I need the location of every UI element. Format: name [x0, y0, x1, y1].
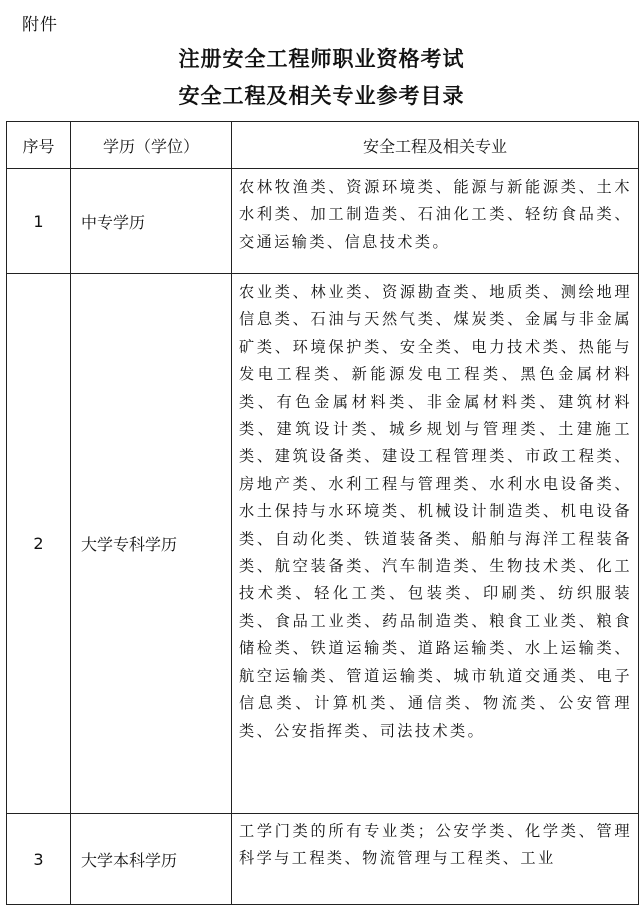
row-index: 1 — [7, 169, 71, 274]
attachment-label: 附件 — [22, 15, 58, 35]
majors-table — [6, 121, 639, 905]
document-title-line2: 安全工程及相关专业参考目录 — [178, 84, 465, 108]
row-index: 3 — [7, 814, 71, 905]
row-majors: 农林牧渔类、资源环境类、能源与新能源类、土木水利类、加工制造类、石油化工类、轻纺食品类、交通运输类、信息技术类。 — [232, 169, 639, 274]
row-majors: 农业类、林业类、资源勘查类、地质类、测绘地理信息类、石油与天然气类、煤炭类、金属与非金属矿类、环境保护类、安全类、电力技术类、热能与发电工程类、新能源发电工程类、黑色金属材料类、有色金属材料类、非金属材料类、建筑材料类、建筑设计类、城乡规划与管理类、土建施工类、建筑设备类、建设工程管理类、市政工程类、房地产类、水利工程与管理类、水利水电设备类、水土保持与水环境类、机械设计制造类、机电设备类、自动化类、铁道装备类、船舶与海洋工程装备类、航空装备类、汽车制造类、生物技术类、化工技术类、轻化工类、包装类、印刷类、纺织服装类、食品工业类、药品制造类、粮食工业类、粮食储检类、铁道运输类、道路运输类、水上运输类、航空运输类、管道运输类、城市轨道交通类、电子信息类、计算机类、通信类、物流类、公安管理类、公安指挥类、司法技术类。 — [232, 274, 639, 814]
column-header-index: 序号 — [7, 122, 71, 169]
row-degree: 大学本科学历 — [71, 814, 232, 905]
row-degree: 大学专科学历 — [71, 274, 232, 814]
table-row — [7, 169, 639, 274]
row-index: 2 — [7, 274, 71, 814]
row-majors: 工学门类的所有专业类；公安学类、化学类、管理科学与工程类、物流管理与工程类、工业 — [232, 814, 639, 905]
table-row — [7, 814, 639, 905]
row-degree: 中专学历 — [71, 169, 232, 274]
table-row — [7, 274, 639, 814]
column-header-majors: 安全工程及相关专业 — [232, 122, 639, 169]
document-title-line1: 注册安全工程师职业资格考试 — [178, 47, 465, 71]
table-header-row — [7, 122, 639, 169]
column-header-degree: 学历（学位） — [71, 122, 232, 169]
